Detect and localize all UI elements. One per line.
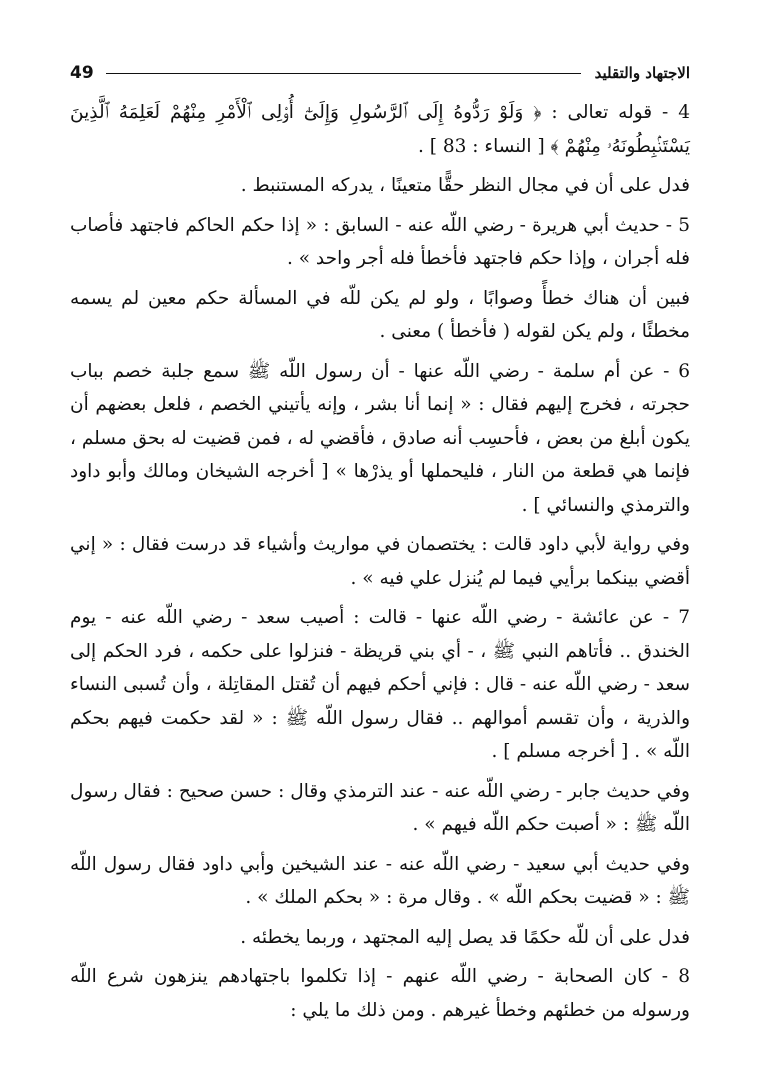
paragraph-point-8: 8 - كان الصحابة - رضي اللّه عنهم - إذا تكلموا باجتهادهم ينزهون شرع اللّه ورسوله من خطئهم وخطأ غيرهم . ومن ذلك ما يلي : <box>70 966 690 1021</box>
body-text <box>70 96 690 1027</box>
paragraph-hadith-6: 6 - عن أم سلمة - رضي اللّه عنها - أن رسول اللّه ﷺ سمع جلبة خصم بباب حجرته ، فخرج إليهم فقال : « إنما أنا بشر ، وإنه يأتيني الخصم ، فلعل بعضهم أن يكون أبلغ من بعض ، فأحسِب أنه صادق ، فأقضي له ، فمن قضيت له بحق مسلم ، فإنما هي قطعة من النار ، فليحملها أو يذرْها » [ أخرجه الشيخان ومالك وأبو داود والترمذي والنسائي ] . <box>70 360 690 516</box>
paragraph: وفي حديث جابر - رضي اللّه عنه - عند الترمذي وقال : حسن صحيح : فقال رسول اللّه ﷺ : « أصبت حكم اللّه فيهم » . <box>70 780 690 835</box>
paragraph: فبين أن هناك خطأً وصوابًا ، ولو لم يكن للّه في المسألة حكم معين لم يسمه مخطئًا ، ولم يكن لقوله ( فأخطأ ) معنى . <box>70 287 690 342</box>
header-title: الاجتهاد والتقليد <box>594 64 690 82</box>
paragraph: فدل على أن في مجال النظر حقًّا متعينًا ، يدركه المستنبط . <box>240 175 690 196</box>
paragraph-hadith-7: 7 - عن عائشة - رضي اللّه عنها - قالت : أصيب سعد - رضي اللّه عنه - يوم الخندق .. فأتاهم النبي ﷺ ، - أي بني قريظة - فنزلوا على حكمه ، فرد الحكم إلى سعد - رضي اللّه عنه - قال : فإني أحكم فيهم أن تُقتل المقاتِلة ، وأن تُسبى النساء والذرية ، وأن تقسم أموالهم .. فقال رسول اللّه ﷺ : « لقد حكمت فيهم بحكم اللّه » . [ أخرجه مسلم ] . <box>70 607 690 762</box>
header-rule <box>106 73 581 74</box>
page-number: 49 <box>70 63 94 83</box>
paragraph: وفي رواية لأبي داود قالت : يختصمان في مواريث وأشياء قد درست فقال : « إني أقضي بينكما برأيي فيما لم يُنزل علي فيه » . <box>70 534 690 589</box>
paragraph-hadith-5: 5 - حديث أبي هريرة - رضي اللّه عنه - السابق : « إذا حكم الحاكم فاجتهد فأصاب فله أجران ، وإذا حكم فاجتهد فأخطأ فله أجر واحد » . <box>70 214 690 269</box>
document-page <box>70 58 690 1058</box>
paragraph: وفي حديث أبي سعيد - رضي اللّه عنه - عند الشيخين وأبي داود فقال رسول اللّه ﷺ : « قضيت بحكم اللّه » . وقال مرة : « بحكم الملك » . <box>70 853 690 908</box>
running-header <box>70 58 690 88</box>
paragraph-quran-verse: 4 - قوله تعالى : ﴿ وَلَوْ رَدُّوهُ إِلَى ٱلرَّسُولِ وَإِلَىٰٓ أُو۟لِى ٱلْأَمْرِ مِنْهُمْ لَعَلِمَهُ ٱلَّذِينَ يَسْتَنۢبِطُونَهُۥ مِنْهُمْ ﴾ [ النساء : 83 ] . <box>70 102 690 157</box>
paragraph: فدل على أن للّه حكمًا قد يصل إليه المجتهد ، وربما يخطئه . <box>240 926 690 948</box>
